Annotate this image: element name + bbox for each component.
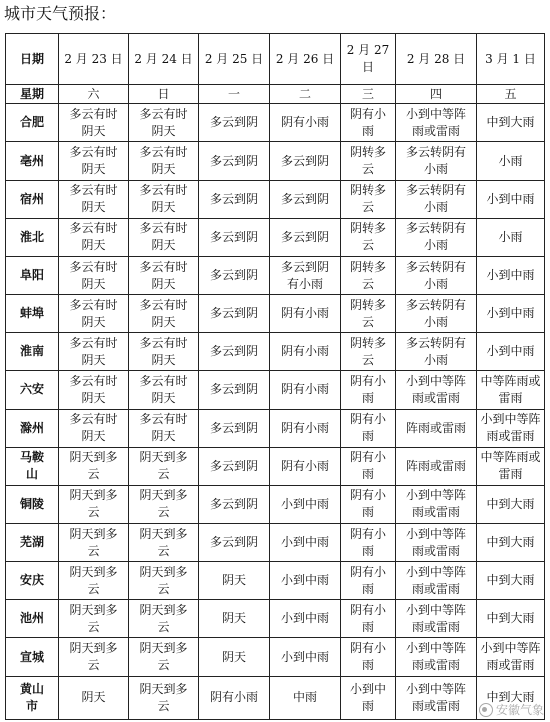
- forecast-cell: 小到中等阵 雨或雷雨: [396, 104, 477, 142]
- weekday-label: 星期: [6, 85, 59, 104]
- city-row: [6, 600, 545, 638]
- city-name: 亳州: [6, 142, 59, 180]
- forecast-cell: 阴天到多 云: [129, 447, 199, 485]
- forecast-cell: 阴有小 雨: [341, 485, 396, 523]
- forecast-cell: 小到中雨: [477, 295, 545, 333]
- page-title: 城市天气预报：: [4, 4, 117, 23]
- city-name: 淮北: [6, 218, 59, 256]
- forecast-cell: 阴天到多 云: [59, 524, 129, 562]
- weekday-cell: 日: [129, 85, 199, 104]
- forecast-cell: 多云到阴: [199, 447, 270, 485]
- forecast-cell: 小到中雨: [270, 524, 341, 562]
- date-cell: 2 月 26 日: [270, 34, 341, 85]
- date-cell: 2 月 23 日: [59, 34, 129, 85]
- city-row: [6, 218, 545, 256]
- city-row: [6, 371, 545, 409]
- forecast-cell: 阴天到多 云: [59, 638, 129, 676]
- date-cell: 2 月 27 日: [341, 34, 396, 85]
- weekday-row: [6, 85, 545, 104]
- forecast-cell: 多云到阴: [270, 218, 341, 256]
- forecast-cell: 多云到阴: [199, 409, 270, 447]
- forecast-cell: 中雨: [270, 676, 341, 719]
- forecast-cell: 阴有小雨: [270, 295, 341, 333]
- city-row: [6, 524, 545, 562]
- forecast-cell: 中到大雨: [477, 104, 545, 142]
- city-name: 黄山 市: [6, 676, 59, 719]
- forecast-cell: 多云转阴有 小雨: [396, 333, 477, 371]
- forecast-cell: 阴有小 雨: [341, 600, 396, 638]
- city-row: [6, 485, 545, 523]
- forecast-cell: 阴天到多 云: [59, 447, 129, 485]
- city-name: 宣城: [6, 638, 59, 676]
- forecast-cell: 小到中雨: [477, 333, 545, 371]
- city-name: 淮南: [6, 333, 59, 371]
- forecast-cell: 阴转多 云: [341, 256, 396, 294]
- forecast-cell: 阴有小 雨: [341, 447, 396, 485]
- wechat-icon: [479, 703, 493, 717]
- forecast-cell: 小到中雨: [270, 600, 341, 638]
- forecast-cell: 多云转阴有 小雨: [396, 180, 477, 218]
- forecast-cell: 阵雨或雷雨: [396, 409, 477, 447]
- city-row: [6, 409, 545, 447]
- forecast-cell: 多云有时 阴天: [59, 256, 129, 294]
- city-row: [6, 295, 545, 333]
- forecast-cell: 小到中等阵 雨或雷雨: [396, 638, 477, 676]
- city-row: [6, 104, 545, 142]
- forecast-cell: 小到中雨: [270, 562, 341, 600]
- forecast-cell: 多云有时 阴天: [129, 104, 199, 142]
- forecast-cell: 多云转阴有 小雨: [396, 295, 477, 333]
- forecast-cell: 多云有时 阴天: [129, 409, 199, 447]
- forecast-cell: 小到中等阵 雨或雷雨: [396, 676, 477, 719]
- weekday-cell: 四: [396, 85, 477, 104]
- forecast-cell: 多云到阴: [199, 333, 270, 371]
- forecast-cell: 多云有时 阴天: [129, 333, 199, 371]
- city-name: 阜阳: [6, 256, 59, 294]
- city-name: 蚌埠: [6, 295, 59, 333]
- city-name: 铜陵: [6, 485, 59, 523]
- forecast-cell: 多云到阴: [270, 142, 341, 180]
- forecast-cell: 阴转多 云: [341, 333, 396, 371]
- city-row: [6, 447, 545, 485]
- city-row: [6, 256, 545, 294]
- date-cell: 2 月 25 日: [199, 34, 270, 85]
- date-cell: 3 月 1 日: [477, 34, 545, 85]
- city-row: [6, 333, 545, 371]
- forecast-cell: 小雨: [477, 218, 545, 256]
- forecast-cell: 小到中等阵 雨或雷雨: [396, 600, 477, 638]
- forecast-cell: 阴天到多 云: [129, 485, 199, 523]
- forecast-cell: 中等阵雨或 雷雨: [477, 371, 545, 409]
- forecast-cell: 小到中雨: [270, 638, 341, 676]
- forecast-cell: 阴天到多 云: [59, 562, 129, 600]
- forecast-cell: 多云有时 阴天: [59, 371, 129, 409]
- weekday-cell: 一: [199, 85, 270, 104]
- forecast-cell: 多云有时 阴天: [129, 218, 199, 256]
- forecast-cell: 多云转阴有 小雨: [396, 142, 477, 180]
- forecast-cell: 阴天到多 云: [129, 562, 199, 600]
- forecast-cell: 多云转阴有 小雨: [396, 218, 477, 256]
- weekday-cell: 五: [477, 85, 545, 104]
- forecast-cell: 小到中等阵 雨或雷雨: [477, 409, 545, 447]
- forecast-cell: 阴有小雨: [270, 104, 341, 142]
- city-name: 芜湖: [6, 524, 59, 562]
- date-header-row: [6, 34, 545, 85]
- weekday-cell: 二: [270, 85, 341, 104]
- forecast-cell: 多云有时 阴天: [59, 104, 129, 142]
- forecast-cell: 阴有小雨: [270, 333, 341, 371]
- forecast-cell: 阵雨或雷雨: [396, 447, 477, 485]
- forecast-cell: 多云到阴: [199, 218, 270, 256]
- forecast-cell: 阴天到多 云: [129, 638, 199, 676]
- forecast-cell: 多云有时 阴天: [129, 371, 199, 409]
- forecast-cell: 阴有小 雨: [341, 562, 396, 600]
- forecast-cell: 多云到阴: [199, 524, 270, 562]
- watermark-text: 安徽气象: [495, 703, 544, 717]
- forecast-cell: 中到大雨: [477, 524, 545, 562]
- forecast-cell: 多云到阴: [199, 104, 270, 142]
- forecast-cell: 阴天到多 云: [129, 600, 199, 638]
- forecast-cell: 阴有小雨: [270, 447, 341, 485]
- forecast-cell: 阴有小 雨: [341, 104, 396, 142]
- forecast-cell: 小到中雨: [270, 485, 341, 523]
- forecast-cell: 中到大雨: [477, 485, 545, 523]
- date-header-label: 日期: [6, 34, 59, 85]
- forecast-cell: 多云有时 阴天: [59, 218, 129, 256]
- forecast-cell: 小到中等阵 雨或雷雨: [477, 638, 545, 676]
- forecast-cell: 阴天到多 云: [59, 600, 129, 638]
- weekday-cell: 六: [59, 85, 129, 104]
- weekday-cell: 三: [341, 85, 396, 104]
- forecast-cell: 多云有时 阴天: [59, 409, 129, 447]
- forecast-cell: 中等阵雨或 雷雨: [477, 447, 545, 485]
- forecast-cell: 阴有小 雨: [341, 524, 396, 562]
- forecast-cell: 阴转多 云: [341, 218, 396, 256]
- forecast-cell: 阴转多 云: [341, 295, 396, 333]
- forecast-cell: 小到中雨: [477, 180, 545, 218]
- forecast-cell: 阴天到多 云: [129, 676, 199, 719]
- forecast-cell: 阴有小雨: [270, 409, 341, 447]
- forecast-cell: 多云有时 阴天: [59, 142, 129, 180]
- forecast-cell: 中到大雨: [477, 600, 545, 638]
- forecast-cell: 阴有小雨: [270, 371, 341, 409]
- city-row: [6, 562, 545, 600]
- forecast-cell: 小到中等阵 雨或雷雨: [396, 485, 477, 523]
- forecast-cell: 多云有时 阴天: [59, 333, 129, 371]
- forecast-cell: 小到中雨: [477, 256, 545, 294]
- forecast-cell: 中到大雨: [477, 562, 545, 600]
- forecast-cell: 小到中等阵 雨或雷雨: [396, 371, 477, 409]
- city-name: 马鞍 山: [6, 447, 59, 485]
- city-name: 六安: [6, 371, 59, 409]
- forecast-cell: 多云到阴: [270, 180, 341, 218]
- forecast-cell: 小到中等阵 雨或雷雨: [396, 524, 477, 562]
- forecast-cell: 小到中等阵 雨或雷雨: [396, 562, 477, 600]
- city-name: 滁州: [6, 409, 59, 447]
- forecast-cell: 阴天: [59, 676, 129, 719]
- forecast-cell: 阴有小雨: [199, 676, 270, 719]
- forecast-cell: 多云到阴: [199, 142, 270, 180]
- city-row: [6, 180, 545, 218]
- forecast-cell: 阴天到多 云: [59, 485, 129, 523]
- forecast-cell: 小到中 雨: [341, 676, 396, 719]
- forecast-cell: 阴转多 云: [341, 180, 396, 218]
- forecast-cell: 多云转阴有 小雨: [396, 256, 477, 294]
- forecast-cell: 阴有小 雨: [341, 638, 396, 676]
- forecast-cell: 多云有时 阴天: [59, 180, 129, 218]
- forecast-cell: 阴天: [199, 600, 270, 638]
- forecast-cell: 小雨: [477, 142, 545, 180]
- forecast-cell: 多云到阴: [199, 295, 270, 333]
- forecast-cell: 阴有小 雨: [341, 409, 396, 447]
- city-row: [6, 676, 545, 719]
- forecast-cell: 多云有时 阴天: [129, 295, 199, 333]
- forecast-cell: 多云到阴: [199, 180, 270, 218]
- forecast-cell: 多云有时 阴天: [59, 295, 129, 333]
- forecast-cell: 多云到阴: [199, 256, 270, 294]
- forecast-cell: 多云有时 阴天: [129, 256, 199, 294]
- city-name: 安庆: [6, 562, 59, 600]
- date-cell: 2 月 24 日: [129, 34, 199, 85]
- city-name: 合肥: [6, 104, 59, 142]
- forecast-cell: 阴天: [199, 562, 270, 600]
- weather-forecast-table: [5, 33, 545, 720]
- city-row: [6, 638, 545, 676]
- forecast-cell: 阴天: [199, 638, 270, 676]
- forecast-cell: 阴转多 云: [341, 142, 396, 180]
- city-row: [6, 142, 545, 180]
- watermark: [479, 701, 544, 718]
- forecast-cell: 多云到阴 有小雨: [270, 256, 341, 294]
- city-name: 池州: [6, 600, 59, 638]
- forecast-cell: 多云有时 阴天: [129, 142, 199, 180]
- city-name: 宿州: [6, 180, 59, 218]
- forecast-cell: 多云有时 阴天: [129, 180, 199, 218]
- forecast-cell: 阴有小 雨: [341, 371, 396, 409]
- date-cell: 2 月 28 日: [396, 34, 477, 85]
- forecast-cell: 多云到阴: [199, 485, 270, 523]
- forecast-cell: 阴天到多 云: [129, 524, 199, 562]
- forecast-cell: 多云到阴: [199, 371, 270, 409]
- forecast-cell: 中到大雨: [477, 676, 545, 719]
